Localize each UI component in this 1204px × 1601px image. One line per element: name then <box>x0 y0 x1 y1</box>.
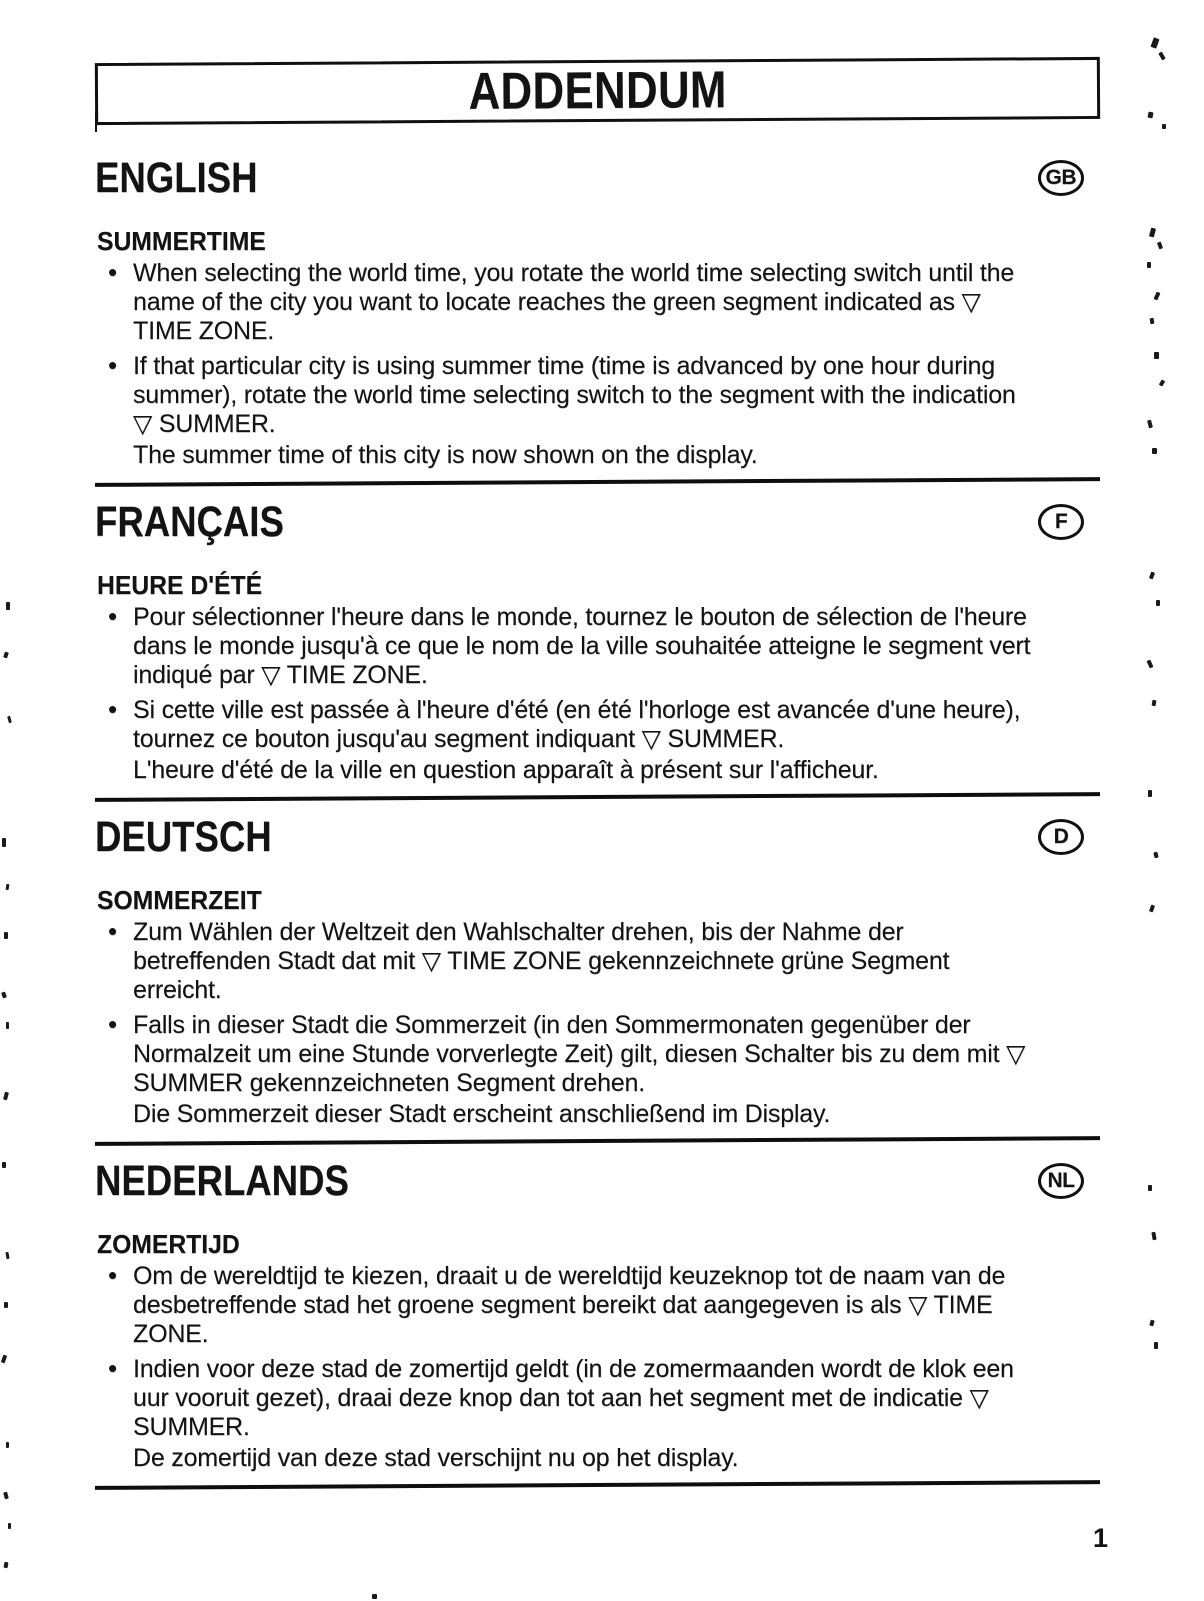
bullet-list <box>95 259 1035 439</box>
note-line: Die Sommerzeit dieser Stadt erscheint anschließend im Display. <box>133 1100 831 1128</box>
bullet-item: • Si cette ville est passée à l'heure d'été (en été l'horloge est avancée d'une heure), tournez ce bouton jusqu'au segment indiquant ▽ SUMMER. <box>95 696 1035 754</box>
page-title: ADDENDUM <box>468 61 727 121</box>
bullet-item: • If that particular city is using summer time (time is advanced by one hour during summer), rotate the world time selecting switch to the segment with the indication ▽ SUMMER. <box>95 352 1035 439</box>
scan-noise <box>2 1162 6 1168</box>
note-line: De zomertijd van deze stad verschijnt nu op het display. <box>133 1444 739 1472</box>
scan-noise <box>4 932 8 939</box>
scan-noise <box>1150 318 1155 325</box>
scan-noise <box>8 1523 11 1529</box>
language-heading: FRANÇAIS <box>95 497 284 546</box>
section-divider <box>95 1480 1100 1490</box>
scan-noise <box>1157 242 1163 250</box>
bullet-list <box>95 918 1035 1098</box>
language-heading: DEUTSCH <box>95 812 272 861</box>
scan-noise <box>1159 379 1165 386</box>
scan-noise <box>372 1594 377 1599</box>
scan-noise <box>2 838 6 847</box>
scan-noise <box>1149 905 1155 913</box>
country-badge-d: D <box>1038 819 1084 855</box>
bullet-item: • Falls in dieser Stadt die Sommerzeit (in den Sommermonaten gegenüber der Normalzeit um eine Stunde vorverlegte Zeit) gilt, diesen Schalter bis zu dem mit ▽ SUMMER gekennzeichneten Segment drehen. <box>95 1011 1035 1098</box>
scan-noise <box>3 1492 9 1500</box>
scan-artifact-tick <box>95 112 97 132</box>
scan-noise <box>1148 112 1154 119</box>
section-divider <box>95 1136 1100 1146</box>
bullet-list <box>95 603 1035 754</box>
topic-subheading: ZOMERTIJD <box>97 1229 240 1259</box>
country-badge-gb: GB <box>1038 160 1085 196</box>
scan-noise <box>1149 1320 1154 1327</box>
addendum-title-box <box>95 57 1100 125</box>
section-divider <box>95 792 1100 802</box>
section-nederlands <box>95 1156 1100 1487</box>
note-line: L'heure d'été de la ville en question apparaît à présent sur l'afficheur. <box>133 756 879 784</box>
scan-noise <box>1162 124 1166 129</box>
scan-noise <box>1152 448 1157 454</box>
section-header-deutsch <box>95 812 1100 861</box>
bullet-list <box>95 1262 1035 1442</box>
bullet-item: • When selecting the world time, you rotate the world time selecting switch until the name of the city you want to locate reaches the green segment indicated as ▽ TIME ZONE. <box>95 259 1035 346</box>
bullet-item: • Pour sélectionner l'heure dans le monde, tournez le bouton de sélection de l'heure dans le monde jusqu'à ce que le nom de la ville souhaitée atteigne le segment vert indiqué par ▽ TIME ZONE. <box>95 603 1035 690</box>
language-heading: NEDERLANDS <box>95 1156 349 1205</box>
scan-noise <box>3 1092 9 1101</box>
scan-noise <box>6 602 10 610</box>
scan-noise <box>1147 262 1151 268</box>
scan-noise <box>1148 790 1152 797</box>
section-header-english <box>95 153 1100 202</box>
section-english <box>95 153 1100 484</box>
scan-noise <box>1154 352 1159 359</box>
country-badge-f: F <box>1038 504 1084 540</box>
scan-noise <box>1158 52 1165 61</box>
scan-noise <box>1153 292 1160 301</box>
bullet-item: • Om de wereldtijd te kiezen, draait u de wereldtijd keuzeknop tot de naam van de desbetreffende stad het groene segment bereikt dat aangegeven is als ▽ TIME ZONE. <box>95 1262 1035 1349</box>
language-heading: ENGLISH <box>95 153 258 202</box>
section-deutsch <box>95 812 1100 1143</box>
country-badge-nl: NL <box>1038 1163 1084 1199</box>
section-header-nederlands <box>95 1156 1100 1205</box>
scan-noise <box>4 1302 8 1308</box>
scan-noise <box>1 991 7 998</box>
topic-subheading: HEURE D'ÉTÉ <box>97 570 263 600</box>
scan-noise <box>6 884 10 890</box>
section-divider <box>95 477 1100 487</box>
scan-noise <box>6 1022 9 1029</box>
scan-noise <box>1150 37 1159 48</box>
scan-noise <box>6 1442 9 1448</box>
scan-noise <box>1156 600 1160 606</box>
scan-noise <box>1154 1342 1158 1349</box>
document-page <box>95 60 1100 1487</box>
bullet-item: • Indien voor deze stad de zomertijd geldt (in de zomermaanden wordt de klok een uur vooruit gezet), draai deze knop dan tot aan het segment met de indicatie ▽ SUMMER. <box>95 1355 1035 1442</box>
section-francais <box>95 497 1100 799</box>
note-line: The summer time of this city is now shown on the display. <box>133 441 758 469</box>
scan-noise <box>4 1562 9 1569</box>
topic-subheading: SOMMERZEIT <box>97 885 262 915</box>
scan-noise <box>1149 228 1156 238</box>
scan-noise <box>1151 1232 1156 1241</box>
section-header-francais <box>95 497 1100 546</box>
scan-noise <box>1149 572 1155 580</box>
topic-subheading: SUMMERTIME <box>97 226 266 256</box>
scan-noise <box>7 716 12 724</box>
scan-noise <box>1147 420 1153 429</box>
scan-noise <box>1152 700 1157 707</box>
page-number: 1 <box>1093 1523 1109 1553</box>
scan-noise <box>3 651 9 658</box>
scan-noise <box>1 1355 7 1364</box>
scan-noise <box>1153 852 1158 859</box>
scan-noise <box>1148 1185 1152 1191</box>
scan-noise <box>5 1252 9 1259</box>
scan-noise <box>1146 660 1153 669</box>
bullet-item: • Zum Wählen der Weltzeit den Wahlschalter drehen, bis der Nahme der betreffenden Stadt dat mit ▽ TIME ZONE gekennzeichnete grüne Segment erreicht. <box>95 918 1035 1005</box>
